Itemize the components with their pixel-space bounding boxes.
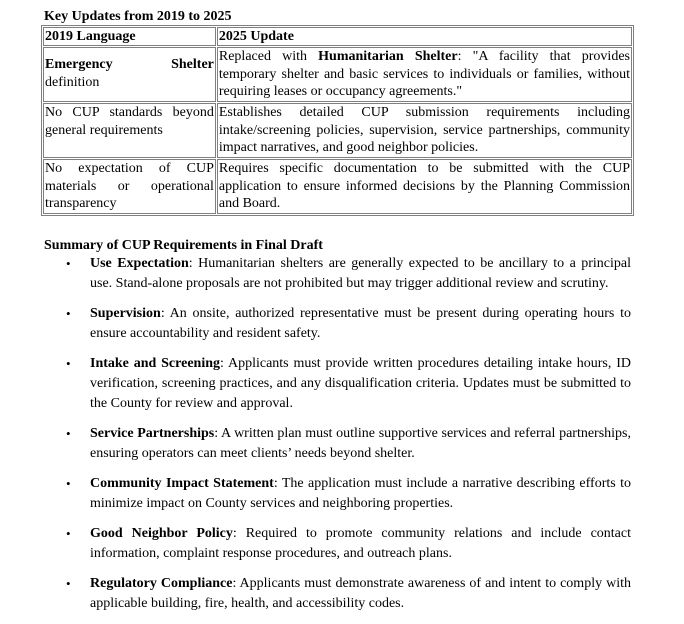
list-item [44,524,631,564]
bullet-icon: • [66,306,71,321]
bullet-icon: • [66,256,71,271]
item-term: Service Partnerships [90,426,215,441]
item-term: Supervision [90,306,161,321]
cell-2019-language: No expectation of CUP materials or operational transparency [43,159,216,214]
item-term: Community Impact Statement [90,476,274,491]
key-updates-heading: Key Updates from 2019 to 2025 [44,9,232,24]
item-text: : Applicants must demonstrate awareness of and intent to comply with applicable building, fire, health, and accessibility codes. [90,576,631,611]
table-row [43,103,632,158]
item-term: Use Expectation [90,256,189,271]
term-definition-word: definition [45,74,100,90]
term-emergency-shelter [45,56,214,74]
bullet-icon: • [66,526,71,541]
table-header-row [43,27,632,46]
bullet-icon: • [66,426,71,441]
term-word-emergency: Emergency [45,57,113,72]
requirements-list [44,254,631,624]
item-text: : The application must include a narrative describing efforts to minimize impact on County services and neighboring properties. [90,476,631,511]
list-item [44,254,631,294]
item-text: : An onsite, authorized representative must be present during operating hours to ensure accountability and resident safety. [90,306,631,341]
item-text: : A written plan must outline supportive services and referral partnerships, ensuring operators can meet clients’ needs beyond shelter. [90,426,632,461]
table-row [43,47,632,102]
table-row [43,159,632,214]
list-item [44,474,631,514]
column-header-2025: 2025 Update [217,27,632,46]
bullet-icon: • [66,476,71,491]
column-header-2019: 2019 Language [43,27,216,46]
item-text: : Applicants must provide written procedures detailing intake hours, ID verification, screening practices, and any disqualification criteria. Updates must be submitted to the County for review and approval. [90,356,631,411]
item-term: Good Neighbor Policy [90,526,233,541]
list-item [44,304,631,344]
item-term: Intake and Screening [90,356,221,371]
cell-2025-update: Establishes detailed CUP submission requirements including intake/screening policies, supervision, service partnerships, community impact narratives, and good neighbor policies. [217,103,632,158]
bullet-icon: • [66,356,71,371]
key-updates-table [41,25,634,216]
cell-2019-language: No CUP standards beyond general requirements [43,103,216,158]
summary-heading: Summary of CUP Requirements in Final Draft [44,238,323,253]
term-word-shelter: Shelter [171,57,214,72]
item-text: : Required to promote community relations and include contact information, complaint response procedures, and outreach plans. [90,526,631,561]
item-term: Regulatory Compliance [90,576,233,591]
bullet-icon: • [66,576,71,591]
list-item [44,354,631,414]
list-item [44,574,631,614]
update-term-humanitarian-shelter: Humanitarian Shelter [318,49,458,64]
cell-2019-language [43,47,216,102]
cell-2025-update: Requires specific documentation to be submitted with the CUP application to ensure informed decisions by the Planning Commission and Board. [217,159,632,214]
update-text-post: : "A facility that provides temporary shelter and basic services to individuals or families, without requiring leases or occupancy agreements." [218,49,630,99]
cell-2025-update [217,47,632,102]
list-item [44,424,631,464]
item-text: : Humanitarian shelters are generally expected to be ancillary to a principal use. Stand-alone proposals are not prohibited but may trigger additional review and scrutiny. [90,256,632,291]
update-text-pre: Replaced with [218,49,319,64]
